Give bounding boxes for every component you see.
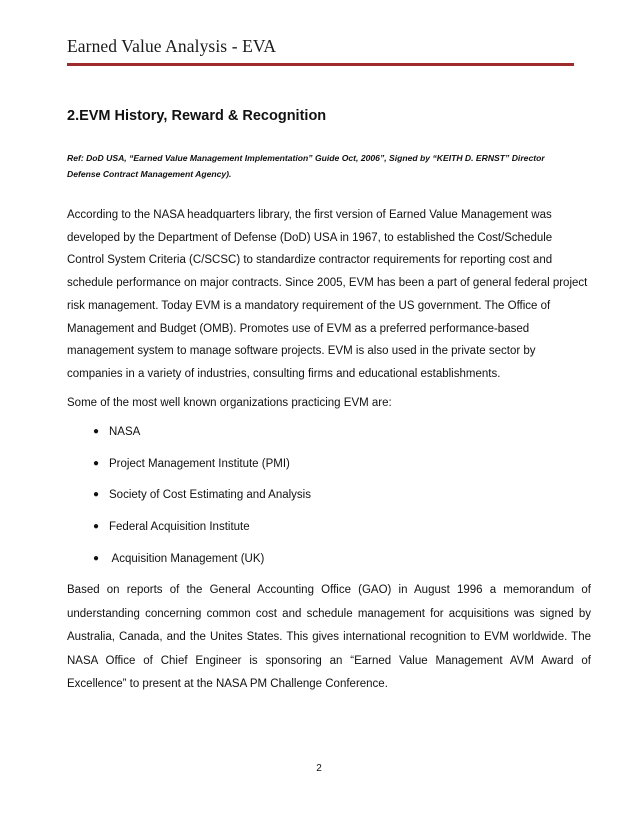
header-rule: [67, 63, 574, 66]
history-paragraph: [67, 204, 592, 386]
page-header-title: Earned Value Analysis - EVA: [67, 36, 277, 56]
bullet-icon: ●: [93, 489, 100, 501]
section-title: 2.EVM History, Reward & Recognition: [67, 108, 327, 124]
paragraph-line: companies in a variety of industries, consulting firms and educational establishments.: [67, 367, 501, 380]
paragraph-line: schedule performance on major contracts. Since 2005, EVM has been a part of general federal project: [67, 277, 588, 290]
paragraph-line: understanding concerning common cost and schedule management for acquisitions was signed by: [67, 607, 591, 620]
paragraph-line: According to the NASA headquarters library, the first version of Earned Value Management was: [67, 209, 552, 221]
list-item-label: Project Management Institute (PMI): [109, 457, 290, 470]
paragraph-line: management system to manage software projects. EVM is also used in the private sector by: [67, 345, 536, 358]
recognition-paragraph: [67, 579, 591, 697]
organizations-intro: Some of the most well known organizations practicing EVM are:: [67, 397, 392, 409]
list-item-label: Society of Cost Estimating and Analysis: [109, 489, 311, 502]
paragraph-line: NASA Office of Chief Engineer is sponsoring an “Earned Value Management AVM Award of: [67, 654, 591, 667]
bullet-icon: ●: [93, 457, 100, 469]
reference-line: Ref: DoD USA, “Earned Value Management Implementation” Guide Oct, 2006”, Signed by “KEITH D. ERNST” Director: [67, 153, 545, 163]
reference-line: Defense Contract Management Agency).: [67, 169, 232, 179]
paragraph-line: Australia, Canada, and the Unites States. This gives international recognition to EVM worldwide. The: [67, 631, 591, 644]
paragraph-line: developed by the Department of Defense (DoD) USA in 1967, to established the Cost/Schedule: [67, 231, 553, 244]
list-item-label: Acquisition Management (UK): [109, 552, 265, 565]
paragraph-line: Control System Criteria (C/SCSC) to standardize contractor requirements for reporting cost and: [67, 254, 553, 267]
bullet-icon: ●: [93, 552, 100, 564]
reference-note: [67, 150, 587, 182]
list-item-label: Federal Acquisition Institute: [109, 521, 250, 534]
paragraph-line: risk management. Today EVM is a mandatory requirement of the US government. The Office of: [67, 299, 551, 312]
paragraph-line: Excellence” to present at the NASA PM Challenge Conference.: [67, 678, 388, 691]
bullet-icon: ●: [93, 426, 100, 437]
list-item-label: NASA: [109, 426, 141, 438]
page-number: 2: [316, 763, 322, 774]
paragraph-line: Based on reports of the General Accounting Office (GAO) in August 1996 a memorandum of: [67, 584, 591, 596]
paragraph-line: Management and Budget (OMB). Promotes use of EVM as a preferred performance-based: [67, 322, 530, 335]
bullet-icon: ●: [93, 521, 100, 533]
